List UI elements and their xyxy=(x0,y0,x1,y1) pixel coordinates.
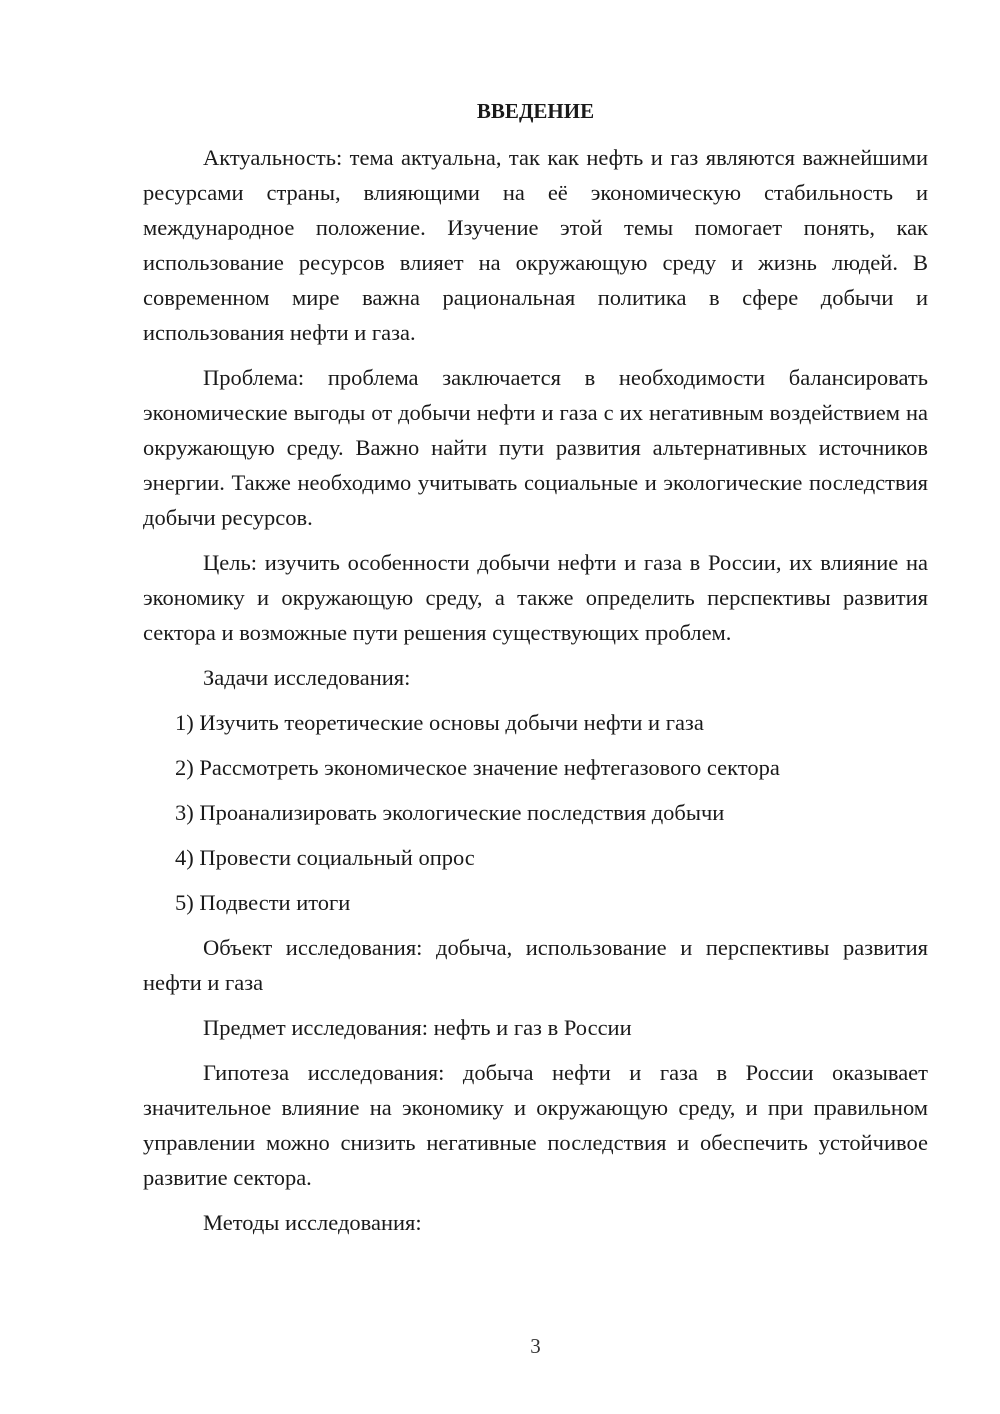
section-title: ВВЕДЕНИЕ xyxy=(476,99,595,123)
subject-paragraph: Предмет исследования: нефть и газ в России xyxy=(203,1015,632,1040)
tasks-heading: Задачи исследования: xyxy=(203,665,411,690)
task-item: 5) Подвести итоги xyxy=(175,890,351,915)
goal-paragraph: Цель: изучить особенности добычи нефти и газа в России, их влияние на экономику и окружающую среду, а также определить перспективы развития сектора и возможные пути решения существующих проблем. xyxy=(143,550,928,645)
hypothesis-paragraph: Гипотеза исследования: добыча нефти и газа в России оказывает значительное влияние на экономику и окружающую среду, и при правильном управлении можно снизить негативные последствия и обеспечить устойчивое развитие сектора. xyxy=(143,1060,928,1190)
document-page xyxy=(143,96,928,1250)
object-paragraph: Объект исследования: добыча, использование и перспективы развития нефти и газа xyxy=(143,935,928,995)
task-item: 1) Изучить теоретические основы добычи нефти и газа xyxy=(175,710,704,735)
relevance-paragraph: Актуальность: тема актуальна, так как нефть и газ являются важнейшими ресурсами страны, влияющими на её экономическую стабильность и международное положение. Изучение этой темы помогает понять, как использование ресурсов влияет на окружающую среду и жизнь людей. В современном мире важна рациональная политика в сфере добычи и использования нефти и газа. xyxy=(143,145,928,345)
problem-paragraph: Проблема: проблема заключается в необходимости балансировать экономические выгоды от добычи нефти и газа с их негативным воздействием на окружающую среду. Важно найти пути развития альтернативных источников энергии. Также необходимо учитывать социальные и экологические последствия добычи ресурсов. xyxy=(143,365,928,530)
methods-heading: Методы исследования: xyxy=(203,1210,422,1235)
page-number: 3 xyxy=(530,1334,541,1358)
task-item: 4) Провести социальный опрос xyxy=(175,845,475,870)
task-item: 2) Рассмотреть экономическое значение нефтегазового сектора xyxy=(175,755,780,780)
task-item: 3) Проанализировать экологические последствия добычи xyxy=(175,800,725,825)
tasks-list xyxy=(143,705,928,920)
